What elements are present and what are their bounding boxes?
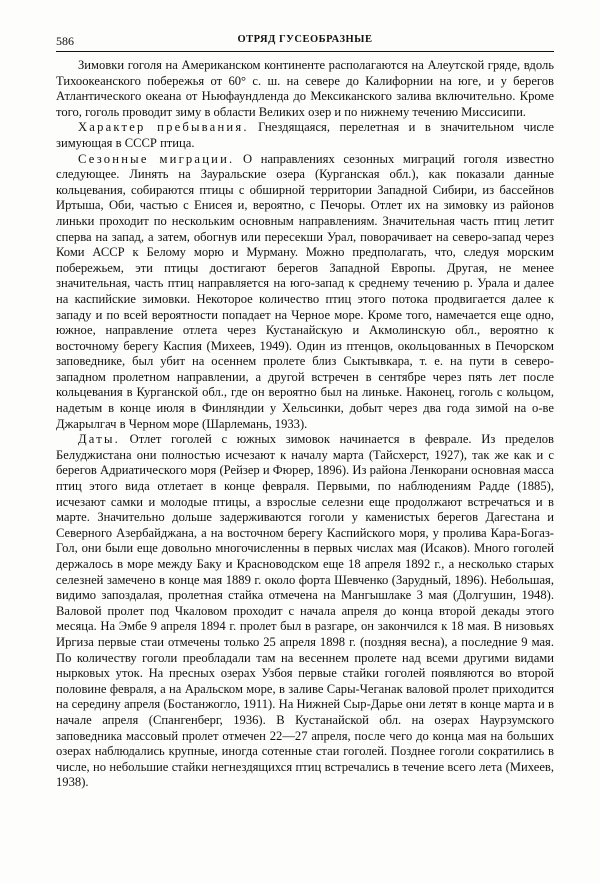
header-rule xyxy=(56,51,554,52)
paragraph-text: Зимовки гоголя на Американском континенте располагаются на Алеутской гряде, вдоль Тихоокеанского побережья от 60° с. ш. на севере до Калифорнии на юге, и у берегов Атлантического океана от Ньюфаундленда до Мексиканского залива включительно. Кроме того, гоголь проводит зиму в области Великих озер и по нижнему течению Миссисипи. xyxy=(56,58,554,119)
paragraph-text: О направлениях сезонных миграций гоголя известно следующее. Линять на Зауральские озера (Курганская обл.), как показали данные кольцевания, собираются птицы с обширной территории Западной Сибири, из бассейнов Иртыша, Оби, частью с Енисея и, вероятно, с Печоры. Отлет их на зимовку из районов линьки проходит по нескольким основным направлениям. Значительная часть птиц летит сперва на запад, а затем, обогнув или пересекши Урал, поворачивает на северо-запад через Коми АССР к Белому морю и Мурману. Можно предполагать, что, следуя морским побережьем, эти птицы достигают берегов Западной Европы. Другая, не менее значительная, часть птиц направляется на юго-запад к среднему течению р. Урала и далее на каспийские зимовки. Некоторое количество птиц этого потока продвигается далее к западу и по всей вероятности попадает на Черное море. Кроме того, намечается еще одно, южное, направление отлета через Кустанайскую и Акмолинскую обл., вероятно к восточному берегу Каспия (Михеев, 1949). Один из птенцов, окольцованных в Печорском заповеднике, был убит на осеннем пролете близ Сыктывкара, т. е. на пути в северо-западном пролетном направлении, а другой встречен в сентябре через пять лет после кольцевания в Курганской обл., где он вероятно был на линьке. Наконец, гоголь с кольцом, надетым в конце июля в Финляндии у Хельсинки, добыт через два года зимой на о-ве Джарылгач в Черном море (Шарлемань, 1933). xyxy=(56,151,554,431)
running-title: ОТРЯД ГУСЕОБРАЗНЫЕ xyxy=(237,34,373,45)
paragraph-dates xyxy=(56,432,554,791)
page-header xyxy=(56,30,554,50)
paragraph-lead: Характер пребывания. xyxy=(78,120,249,135)
paragraph-text: Отлет гоголей с южных зимовок начинается в феврале. Из пределов Белуджистана они полностью исчезают к началу марта (Тайсхерст, 1927), так же как и с берегов Адриатического моря (Рейзер и Фюрер, 1896). Из района Ленкорани основная масса птиц этого вида отлетает в конце февраля. Первыми, по наблюдениям Радде (1885), исчезают самки и молодые птицы, а взрослые селезни еще продолжают встречаться и в марте. Значительно дольше задерживаются гоголи у каменистых берегов Дагестана и Северного Азербайджана, а на восточном берегу Каспийского моря, у пролива Кара-Богаз-Гол, они были еще довольно многочисленны в первых числах мая (Исаков). Много гоголей держалось в море между Баку и Красноводском еще 18 апреля 1892 г., а несколько старых селезней замечено в конце мая 1889 г. около форта Шевченко (Зарудный, 1896). Небольшая, видимо запоздалая, пролетная стайка отмечена на Мангышлаке 3 мая (Долгушин, 1948). Валовой пролет под Чкаловом проходит с начала апреля до конца второй декады этого месяца. На Эмбе 9 апреля 1894 г. пролет был в разгаре, он закончился к 18 мая. В низовьях Иргиза первые стаи отмечены только 25 апреля 1898 г. (поздняя весна), а последние 9 мая. По количеству гоголи преобладали там на весеннем пролете над всеми другими видами нырковых уток. На пресных озерах Узбоя первые стайки гоголей появляются во второй половине февраля, а на Аральском море, в заливе Сары-Чеганак валовой пролет приходится на середину апреля (Бостанжогло, 1911). На Нижней Сыр-Дарье они летят в конце марта и в начале апреля (Спангенберг, 1936). В Кустанайской обл. на озерах Наурзумского заповедника массовый пролет отмечен 22—27 апреля, после чего до конца мая на больших озерах наблюдались крупные, иногда сотенные стаи гоголей. Позднее гоголи сократились в числе, но небольшие стайки негнездящихся птиц встречались в течение всего лета (Михеев, 1938). xyxy=(56,432,554,790)
paragraph-lead: Сезонные миграции. xyxy=(78,151,235,166)
page-number: 586 xyxy=(56,34,74,48)
page-body xyxy=(56,58,554,791)
paragraph-character xyxy=(56,120,554,151)
paragraph-text: Гнездящаяся, перелетная и в значительном числе зимующая в СССР птица. xyxy=(56,120,554,150)
paragraph-migrations xyxy=(56,152,554,433)
paragraph-lead: Даты. xyxy=(78,432,120,447)
paragraph-wintering xyxy=(56,58,554,120)
